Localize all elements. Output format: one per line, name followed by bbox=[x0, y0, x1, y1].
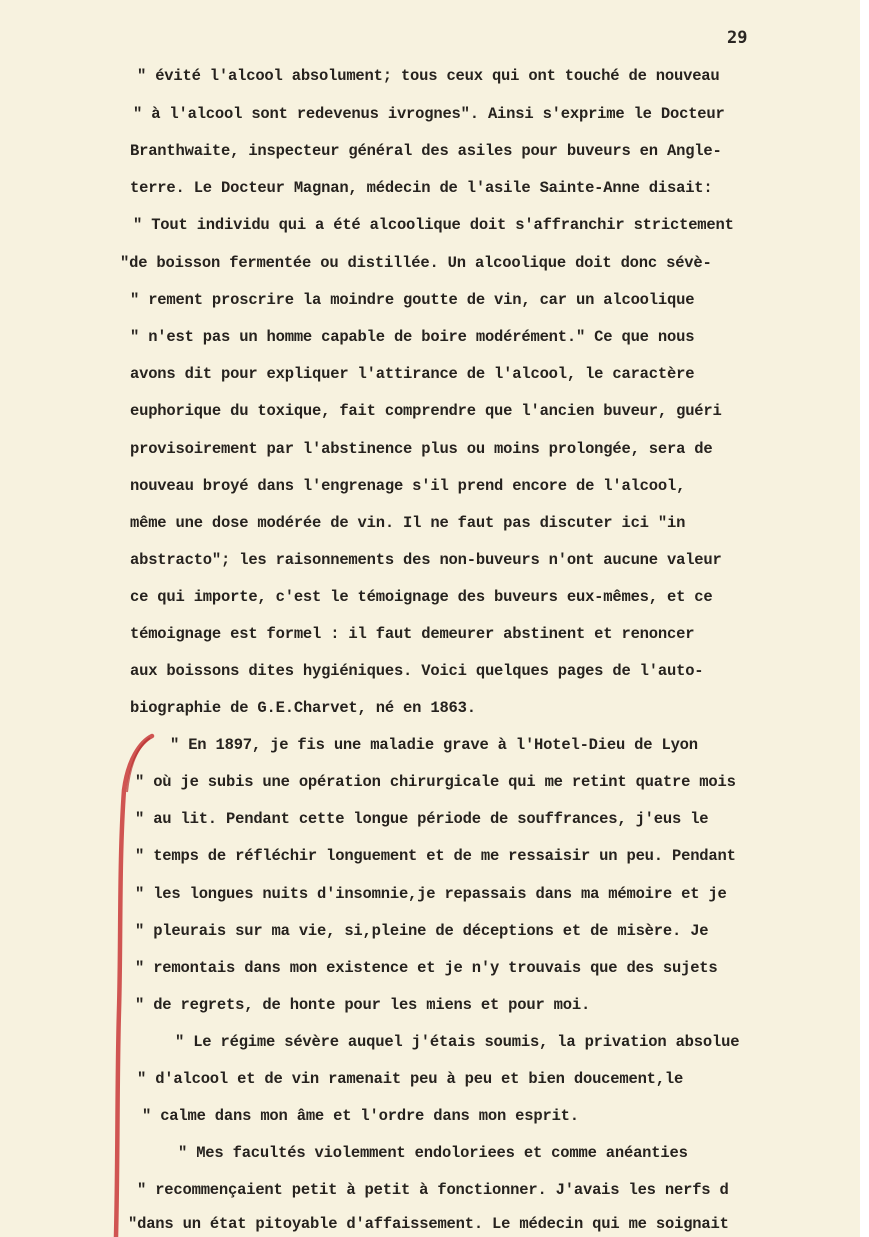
text-line: " Tout individu qui a été alcoolique doit s'affranchir strictement bbox=[133, 216, 734, 234]
text-line: nouveau broyé dans l'engrenage s'il prend encore de l'alcool, bbox=[130, 477, 686, 495]
text-line: " temps de réfléchir longuement et de me ressaisir un peu. Pendant bbox=[135, 847, 736, 865]
text-line: " remontais dans mon existence et je n'y trouvais que des sujets bbox=[135, 959, 718, 977]
text-line: " les longues nuits d'insomnie,je repassais dans ma mémoire et je bbox=[135, 885, 727, 903]
text-line: " évité l'alcool absolument; tous ceux qui ont touché de nouveau bbox=[137, 67, 720, 85]
page-number: 29 bbox=[727, 28, 748, 48]
text-line: " Mes facultés violemment endoloriees et comme anéanties bbox=[178, 1144, 688, 1162]
text-line: "de boisson fermentée ou distillée. Un alcoolique doit donc sévè- bbox=[120, 254, 712, 272]
page-edge bbox=[860, 0, 869, 1237]
text-line: " calme dans mon âme et l'ordre dans mon esprit. bbox=[142, 1107, 579, 1125]
text-line: aux boissons dites hygiéniques. Voici quelques pages de l'auto- bbox=[130, 662, 704, 680]
text-line: " n'est pas un homme capable de boire modérément." Ce que nous bbox=[130, 328, 695, 346]
text-line: même une dose modérée de vin. Il ne faut pas discuter ici "in bbox=[130, 514, 686, 532]
text-line: " où je subis une opération chirurgicale qui me retint quatre mois bbox=[135, 773, 736, 791]
text-line: " pleurais sur ma vie, si,pleine de déceptions et de misère. Je bbox=[135, 922, 709, 940]
text-line: terre. Le Docteur Magnan, médecin de l'asile Sainte-Anne disait: bbox=[130, 179, 713, 197]
text-line: " à l'alcool sont redevenus ivrognes". Ainsi s'exprime le Docteur bbox=[133, 105, 725, 123]
text-line: " rement proscrire la moindre goutte de vin, car un alcoolique bbox=[130, 291, 695, 309]
text-line: " En 1897, je fis une maladie grave à l'Hotel-Dieu de Lyon bbox=[170, 736, 698, 754]
text-line: " recommençaient petit à petit à fonctionner. J'avais les nerfs d bbox=[137, 1181, 729, 1199]
text-line: " au lit. Pendant cette longue période de souffrances, j'eus le bbox=[135, 810, 709, 828]
text-line: avons dit pour expliquer l'attirance de l'alcool, le caractère bbox=[130, 365, 695, 383]
text-line: " Le régime sévère auquel j'étais soumis, la privation absolue bbox=[175, 1033, 740, 1051]
text-line: ce qui importe, c'est le témoignage des buveurs eux-mêmes, et ce bbox=[130, 588, 713, 606]
text-line: provisoirement par l'abstinence plus ou moins prolongée, sera de bbox=[130, 440, 713, 458]
text-line: témoignage est formel : il faut demeurer abstinent et renoncer bbox=[130, 625, 695, 643]
text-line: "dans un état pitoyable d'affaissement. Le médecin qui me soignait bbox=[128, 1215, 729, 1233]
text-line: Branthwaite, inspecteur général des asiles pour buveurs en Angle- bbox=[130, 142, 722, 160]
text-line: euphorique du toxique, fait comprendre que l'ancien buveur, guéri bbox=[130, 402, 722, 420]
text-line: " de regrets, de honte pour les miens et pour moi. bbox=[135, 996, 591, 1014]
text-line: abstracto"; les raisonnements des non-buveurs n'ont aucune valeur bbox=[130, 551, 722, 569]
text-line: " d'alcool et de vin ramenait peu à peu et bien doucement,le bbox=[137, 1070, 684, 1088]
text-line: biographie de G.E.Charvet, né en 1863. bbox=[130, 699, 476, 717]
